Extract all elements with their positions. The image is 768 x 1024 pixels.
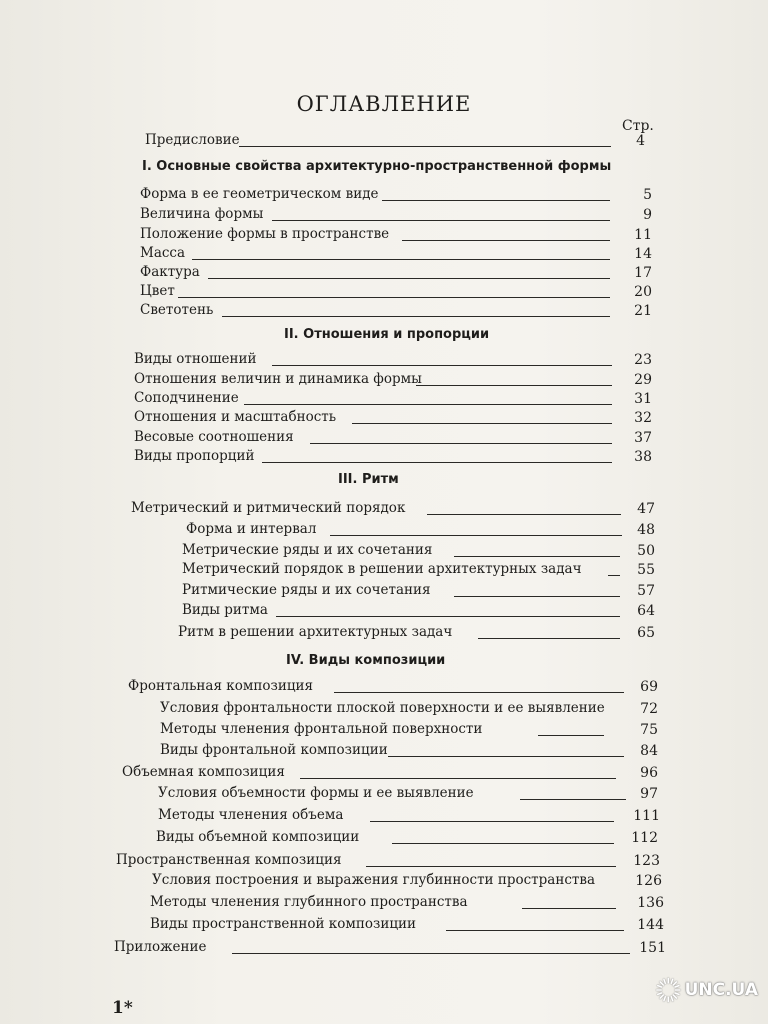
toc-entry[interactable] <box>182 598 659 620</box>
entry-page: 37 <box>634 430 652 446</box>
entry-page: 69 <box>640 679 658 695</box>
signature-mark: 1* <box>112 998 133 1018</box>
entry-title: Форма и интервал <box>186 521 317 537</box>
entry-title: Условия построения и выражения глубинности пространства <box>152 872 596 888</box>
entry-page: 21 <box>634 303 652 319</box>
entry-title: Цвет <box>140 283 175 299</box>
entry-title: Фактура <box>140 264 200 280</box>
leader-line <box>262 462 612 463</box>
toc-entry[interactable] <box>150 890 666 912</box>
entry-page: 75 <box>640 722 658 738</box>
entry-page: 5 <box>643 187 652 203</box>
toc-entry[interactable] <box>158 803 664 825</box>
entry-page: 50 <box>637 543 655 559</box>
leader-line <box>608 575 620 576</box>
entry-title: Предисловие <box>145 132 240 148</box>
entry-title: Фронтальная композиция <box>128 678 314 694</box>
entry-title: Методы членения глубинного пространства <box>150 894 468 910</box>
toc-entry[interactable] <box>145 128 645 150</box>
toc-entry[interactable] <box>140 182 650 204</box>
entry-title: Ритмические ряды и их сочетания <box>182 582 431 598</box>
leader-line <box>370 821 614 822</box>
entry-page: 20 <box>634 284 652 300</box>
entry-page: 31 <box>634 391 652 407</box>
toc-entry[interactable] <box>134 444 654 466</box>
leader-line <box>522 908 616 909</box>
watermark <box>654 966 758 1014</box>
entry-title: Методы членения фронтальной поверхности <box>160 721 483 737</box>
entry-title: Отношения и масштабность <box>134 409 337 425</box>
section-heading-2: II. Отношения и пропорции <box>284 327 490 342</box>
leader-line <box>239 146 611 147</box>
entry-page: 72 <box>640 701 658 717</box>
toc-entry[interactable] <box>128 674 662 696</box>
leader-line <box>382 200 610 201</box>
entry-title: Методы членения объема <box>158 807 344 823</box>
leader-line <box>272 365 612 366</box>
toc-entry[interactable] <box>160 738 662 760</box>
entry-page: 96 <box>640 765 658 781</box>
entry-title: Условия объемности формы и ее выявление <box>158 785 474 801</box>
entry-page: 151 <box>639 940 666 956</box>
leader-line <box>232 953 630 954</box>
entry-page: 29 <box>634 372 652 388</box>
leader-line <box>388 756 624 757</box>
entry-page: 136 <box>637 895 664 911</box>
entry-page: 17 <box>634 265 652 281</box>
entry-title: Весовые соотношения <box>134 429 294 445</box>
entry-title: Виды фронтальной композиции <box>160 742 388 758</box>
section-heading-1: I. Основные свойства архитектурно-пространственной формы <box>142 159 612 174</box>
toc-entry[interactable] <box>134 405 654 427</box>
toc-entry[interactable] <box>186 517 659 539</box>
toc-entry[interactable] <box>114 935 668 957</box>
leader-line <box>330 535 622 536</box>
section-heading-4: IV. Виды композиции <box>286 653 446 668</box>
entry-title: Величина формы <box>140 206 264 222</box>
entry-page: 14 <box>634 246 652 262</box>
entry-page: 65 <box>637 625 655 641</box>
entry-page: 38 <box>634 449 652 465</box>
entry-page: 97 <box>640 786 658 802</box>
entry-page: 126 <box>635 873 662 889</box>
toc-entry[interactable] <box>140 202 650 224</box>
leader-line <box>427 514 621 515</box>
leader-line <box>538 735 604 736</box>
leader-line <box>454 596 620 597</box>
leader-line <box>222 316 610 317</box>
entry-title: Виды объемной композиции <box>156 829 360 845</box>
entry-title: Виды ритма <box>182 602 268 618</box>
toc-entry[interactable] <box>140 298 650 320</box>
entry-page: 84 <box>640 743 658 759</box>
entry-title: Виды пространственной композиции <box>150 916 417 932</box>
watermark-text: UNC.UA <box>684 980 758 1000</box>
toc-entry[interactable] <box>182 578 659 600</box>
entry-title: Отношения величин и динамика формы <box>134 371 422 387</box>
toc-entry[interactable] <box>116 848 666 870</box>
toc-entry[interactable] <box>150 912 666 934</box>
entry-title: Метрические ряды и их сочетания <box>182 542 433 558</box>
toc-entry[interactable] <box>131 496 659 518</box>
leader-line <box>276 616 620 617</box>
entry-page: 11 <box>634 227 652 243</box>
toc-entry[interactable] <box>160 717 662 739</box>
entry-title: Метрический и ритмический порядок <box>131 500 406 516</box>
toc-entry[interactable] <box>134 347 654 369</box>
page-title: ОГЛАВЛЕНИЕ <box>296 92 472 116</box>
entry-title: Ритм в решении архитектурных задач <box>178 624 453 640</box>
toc-entry[interactable] <box>122 760 664 782</box>
entry-page: 112 <box>631 830 658 846</box>
entry-page: 64 <box>637 603 655 619</box>
entry-title: Приложение <box>114 939 207 955</box>
entry-title: Объемная композиция <box>122 764 285 780</box>
entry-page: 23 <box>634 352 652 368</box>
toc-entry[interactable] <box>182 557 659 579</box>
entry-title: Масса <box>140 245 186 261</box>
toc-entry[interactable] <box>178 620 659 642</box>
leader-line <box>272 220 610 221</box>
entry-page: 9 <box>643 207 652 223</box>
entry-page: 4 <box>636 133 645 149</box>
sunburst-logo-icon <box>654 970 683 1010</box>
entry-page: 144 <box>637 917 664 933</box>
section-heading-3: III. Ритм <box>338 472 399 487</box>
entry-title: Виды пропорций <box>134 448 255 464</box>
entry-page: 57 <box>637 583 655 599</box>
page-column-label: Стр. <box>622 118 654 134</box>
entry-title: Положение формы в пространстве <box>140 226 390 242</box>
toc-entry[interactable] <box>160 696 662 718</box>
entry-page: 111 <box>633 808 660 824</box>
leader-line <box>300 778 616 779</box>
entry-title: Пространственная композиция <box>116 852 342 868</box>
leader-line <box>520 799 626 800</box>
leader-line <box>366 866 616 867</box>
entry-page: 48 <box>637 522 655 538</box>
entry-title: Метрический порядок в решении архитектурных задач <box>182 561 582 577</box>
entry-page: 123 <box>633 853 660 869</box>
entry-title: Светотень <box>140 302 214 318</box>
toc-entry[interactable] <box>152 868 666 890</box>
leader-line <box>446 930 624 931</box>
entry-page: 47 <box>637 501 655 517</box>
toc-entry[interactable] <box>156 825 664 847</box>
leader-line <box>334 692 624 693</box>
leader-line <box>478 638 620 639</box>
entry-page: 55 <box>637 562 655 578</box>
entry-title: Условия фронтальности плоской поверхности и ее выявление <box>160 700 605 716</box>
toc-entry[interactable] <box>158 781 664 803</box>
entry-title: Форма в ее геометрическом виде <box>140 186 379 202</box>
entry-title: Соподчинение <box>134 390 239 406</box>
entry-title: Виды отношений <box>134 351 257 367</box>
entry-page: 32 <box>634 410 652 426</box>
leader-line <box>352 423 612 424</box>
leader-line <box>392 843 614 844</box>
